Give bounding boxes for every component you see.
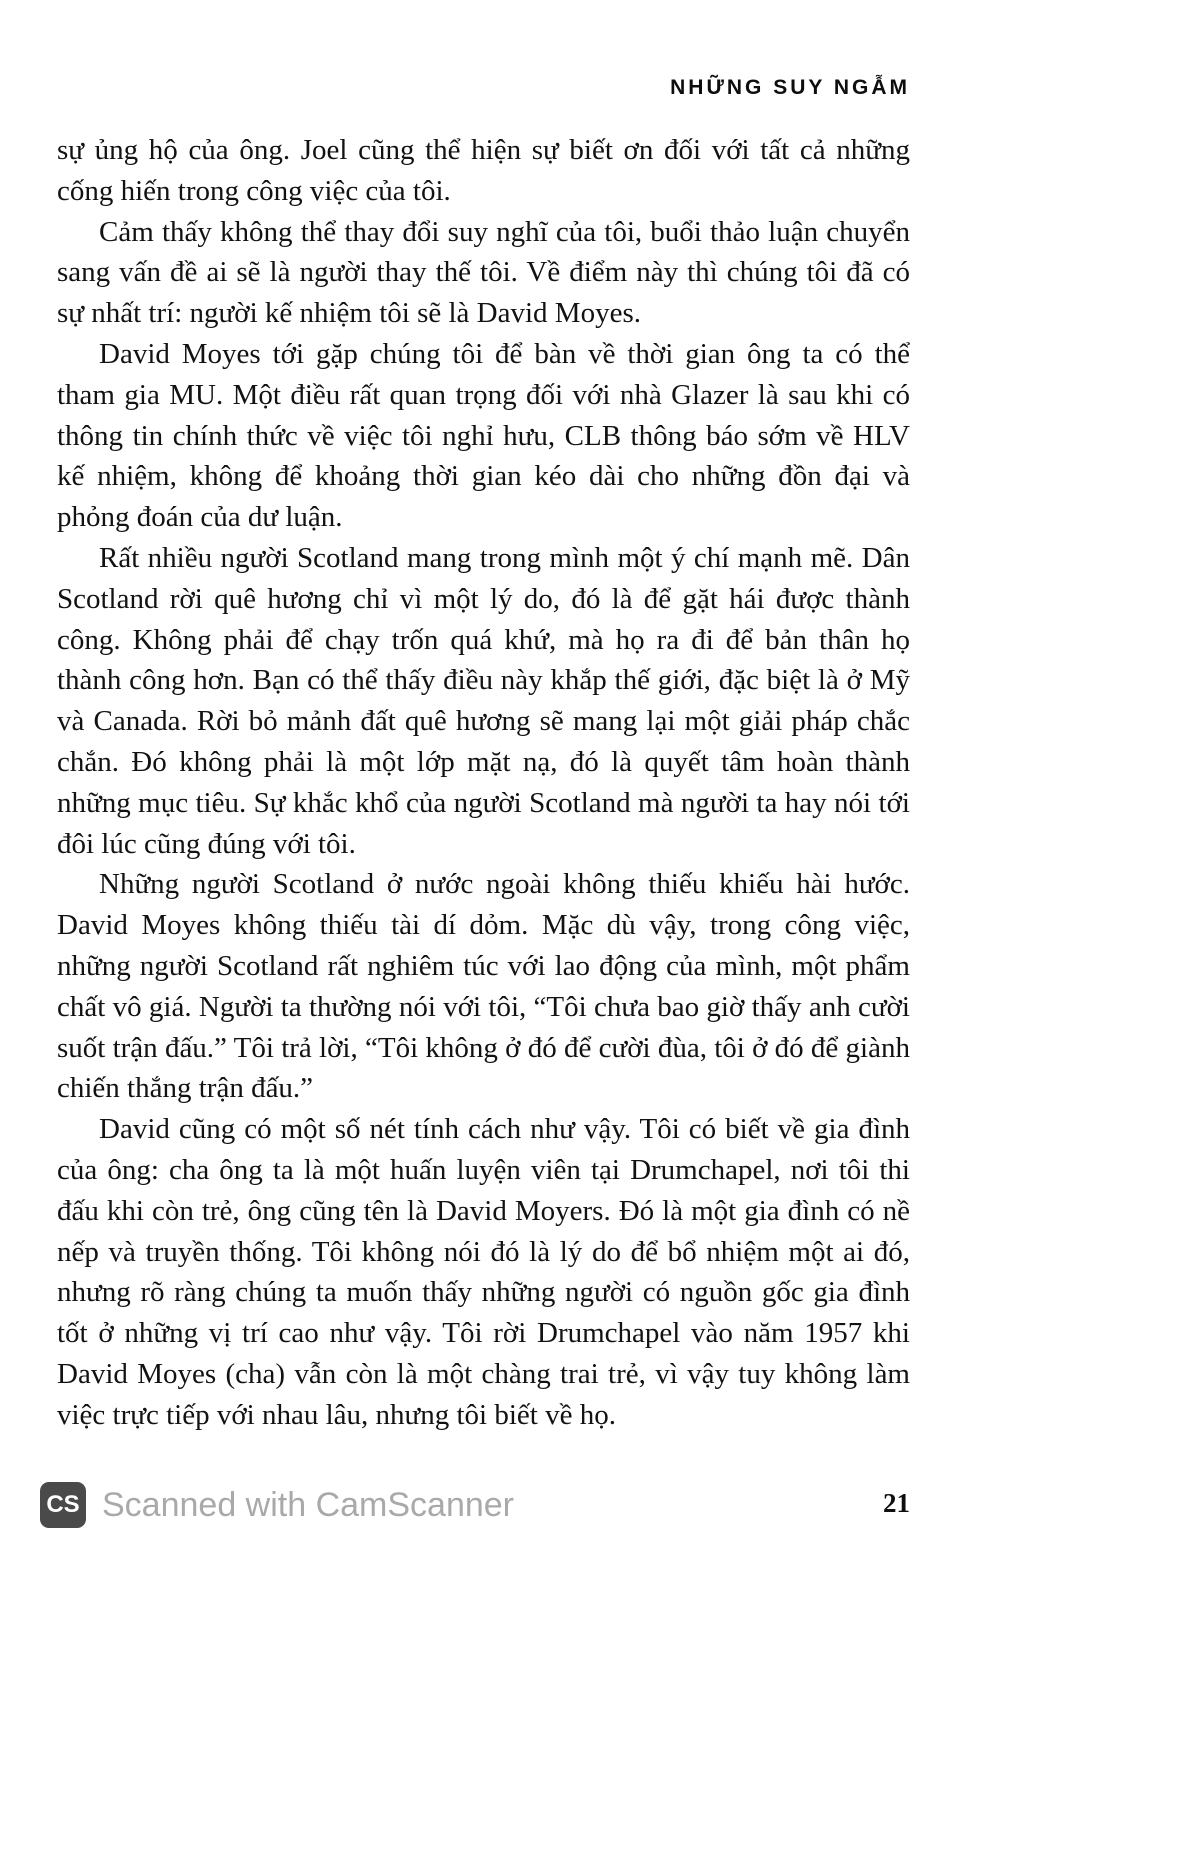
paragraph: David Moyes tới gặp chúng tôi để bàn về thời gian ông ta có thể tham gia MU. Một điều rất quan trọng đối với nhà Glazer là sau khi có thông tin chính thức về việc tôi nghỉ hưu, CLB thông báo sớm về HLV kế nhiệm, không để khoảng thời gian kéo dài cho những đồn đại và phỏng đoán của dư luận. bbox=[57, 337, 910, 534]
paragraph: Những người Scotland ở nước ngoài không thiếu khiếu hài hước. David Moyes không thiếu tài dí dỏm. Mặc dù vậy, trong công việc, những người Scotland rất nghiêm túc với lao động của mình, một phẩm chất vô giá. Người ta thường nói với tôi, “Tôi chưa bao giờ thấy anh cười suốt trận đấu.” Tôi trả lời, “Tôi không ở đó để cười đùa, tôi ở đó để giành chiến thắng trận đấu.” bbox=[57, 868, 910, 1105]
page-number: 21 bbox=[883, 1488, 910, 1518]
camscanner-watermark-text: Scanned with CamScanner bbox=[102, 1485, 515, 1524]
page-body-text bbox=[57, 130, 910, 1436]
camscanner-logo-icon: CS bbox=[40, 1482, 86, 1528]
paragraph: Rất nhiều người Scotland mang trong mình một ý chí mạnh mẽ. Dân Scotland rời quê hương chỉ vì một lý do, đó là để gặt hái được thành công. Không phải để chạy trốn quá khứ, mà họ ra đi để bản thân họ thành công hơn. Bạn có thể thấy điều này khắp thế giới, đặc biệt là ở Mỹ và Canada. Rời bỏ mảnh đất quê hương sẽ mang lại một giải pháp chắc chắn. Đó không phải là một lớp mặt nạ, đó là quyết tâm hoàn thành những mục tiêu. Sự khắc khổ của người Scotland mà người ta hay nói tới đôi lúc cũng đúng với tôi. bbox=[57, 541, 910, 860]
paragraph: sự ủng hộ của ông. Joel cũng thể hiện sự biết ơn đối với tất cả những cống hiến trong công việc của tôi. bbox=[57, 134, 910, 207]
paragraph: David cũng có một số nét tính cách như vậy. Tôi có biết về gia đình của ông: cha ông ta là một huấn luyện viên tại Drumchapel, nơi tôi thi đấu khi còn trẻ, ông cũng tên là David Moyers. Đó là một gia đình có nề nếp và truyền thống. Tôi không nói đó là lý do để bổ nhiệm một ai đó, nhưng rõ ràng chúng ta muốn thấy những người có nguồn gốc gia đình tốt ở những vị trí cao như vậy. Tôi rời Drumchapel vào năm 1957 khi David Moyes (cha) vẫn còn là một chàng trai trẻ, vì vậy tuy không làm việc trực tiếp với nhau lâu, nhưng tôi biết về họ. bbox=[57, 1113, 910, 1431]
running-header: NHỮNG SUY NGẪM bbox=[670, 76, 910, 99]
paragraph: Cảm thấy không thể thay đổi suy nghĩ của tôi, buổi thảo luận chuyển sang vấn đề ai sẽ là người thay thế tôi. Về điểm này thì chúng tôi đã có sự nhất trí: người kế nhiệm tôi sẽ là David Moyes. bbox=[57, 215, 910, 330]
